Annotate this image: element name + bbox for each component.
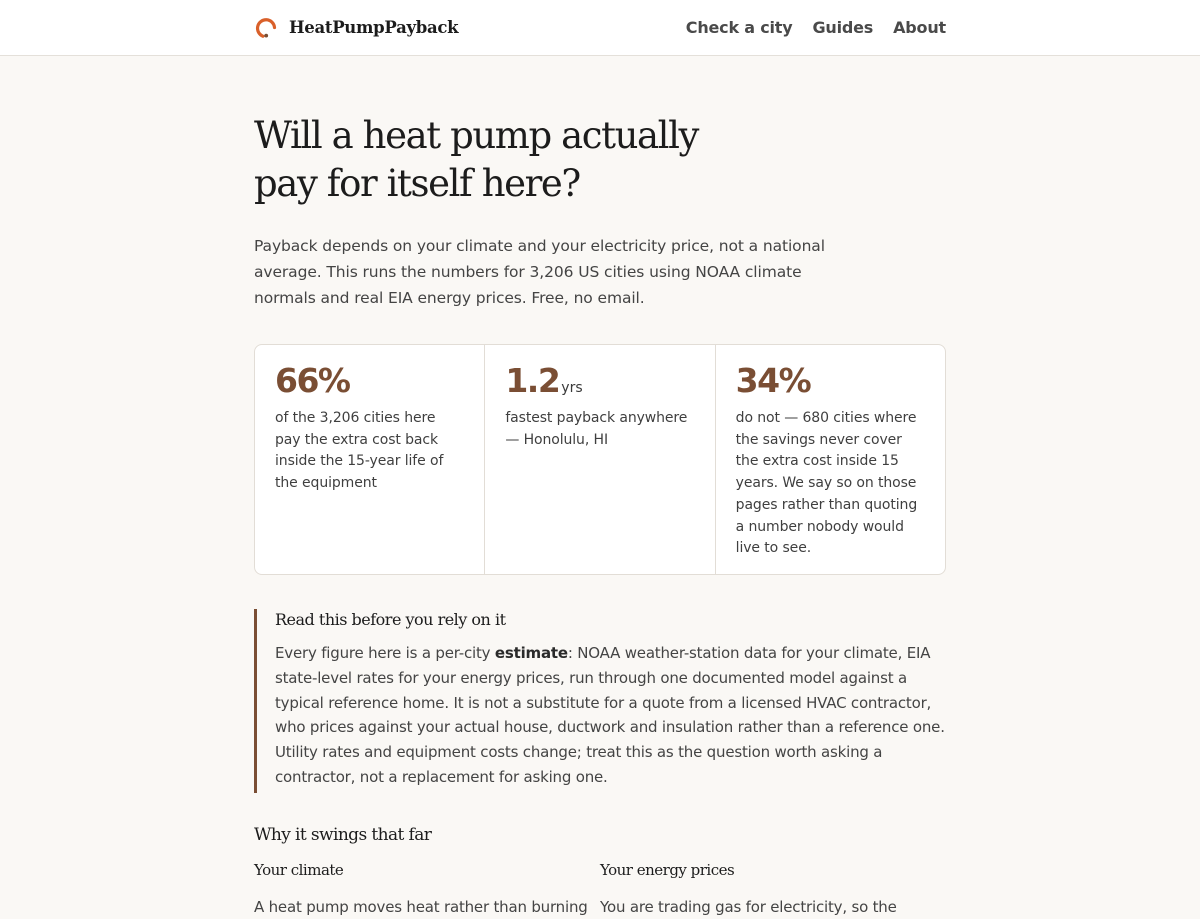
- brand-name: HeatPumpPayback: [289, 18, 459, 37]
- stat-number: 1.2: [505, 361, 560, 400]
- disclaimer-text-end: : NOAA weather-station data for your climate, EIA state-level rates for your energy prices, run through one documented model against a typical reference home. It is not a substitute for a quote from a licensed HVAC contractor, who prices against your actual house, ductwork and insulation rather than a reference one. Utility rates and equipment costs change; treat this as the question worth asking a contractor, not a replacement for asking one.: [275, 644, 945, 786]
- stat-description: do not — 680 cities where the savings never cover the extra cost inside 15 years. We say so on those pages rather than quoting a number nobody would live to see.: [735, 410, 918, 557]
- column-text: You are trading gas for electricity, so the: [600, 897, 897, 916]
- stat-value: [736, 360, 925, 408]
- stat-card-share-not-paying-back: [715, 345, 945, 574]
- column-text: A heat pump moves heat rather than burning: [254, 897, 588, 916]
- top-navigation-bar: [0, 0, 1200, 56]
- main-content: [254, 112, 946, 919]
- column-heading: Your energy prices: [600, 860, 735, 879]
- page-title: Will a heat pump actually pay for itself here?: [254, 114, 699, 205]
- stat-card-share-paying-back: [255, 345, 484, 574]
- disclaimer-title: Read this before you rely on it: [275, 610, 506, 629]
- nav-link-check-a-city[interactable]: Check a city: [685, 18, 793, 37]
- brand-home-link[interactable]: [254, 16, 458, 40]
- column-heading: Your climate: [254, 860, 344, 879]
- lead-paragraph: Payback depends on your climate and your electricity price, not a national average. This runs the numbers for 3,206 US cities using NOAA climate normals and real EIA energy prices. Free, no email.: [254, 237, 825, 307]
- main-nav: [666, 18, 946, 37]
- column-climate: [254, 861, 600, 919]
- stat-description: of the 3,206 cities here pay the extra cost back inside the 15-year life of the equipment: [275, 410, 444, 492]
- stat-unit: yrs: [561, 380, 583, 396]
- disclaimer-body: [275, 641, 946, 790]
- nav-link-about[interactable]: About: [893, 18, 946, 37]
- section-heading-why: Why it swings that far: [254, 824, 432, 845]
- column-energy-prices: [600, 861, 946, 919]
- disclaimer-emphasis: estimate: [494, 644, 568, 662]
- arc-logo-icon: [254, 16, 278, 40]
- disclaimer-text-start: Every figure here is a per-city: [275, 644, 495, 662]
- top-navigation-inner: [254, 0, 946, 55]
- stat-number: 66%: [275, 361, 350, 400]
- why-columns: [254, 861, 946, 919]
- stats-panel: [254, 344, 946, 575]
- stat-value: [505, 360, 694, 408]
- nav-link-guides[interactable]: Guides: [812, 18, 874, 37]
- stat-number: 34%: [735, 361, 811, 400]
- disclaimer-callout: [254, 609, 946, 793]
- stat-description: fastest payback anywhere — Honolulu, HI: [505, 410, 688, 448]
- stat-card-fastest-payback: [484, 345, 714, 574]
- stat-value: [275, 360, 464, 408]
